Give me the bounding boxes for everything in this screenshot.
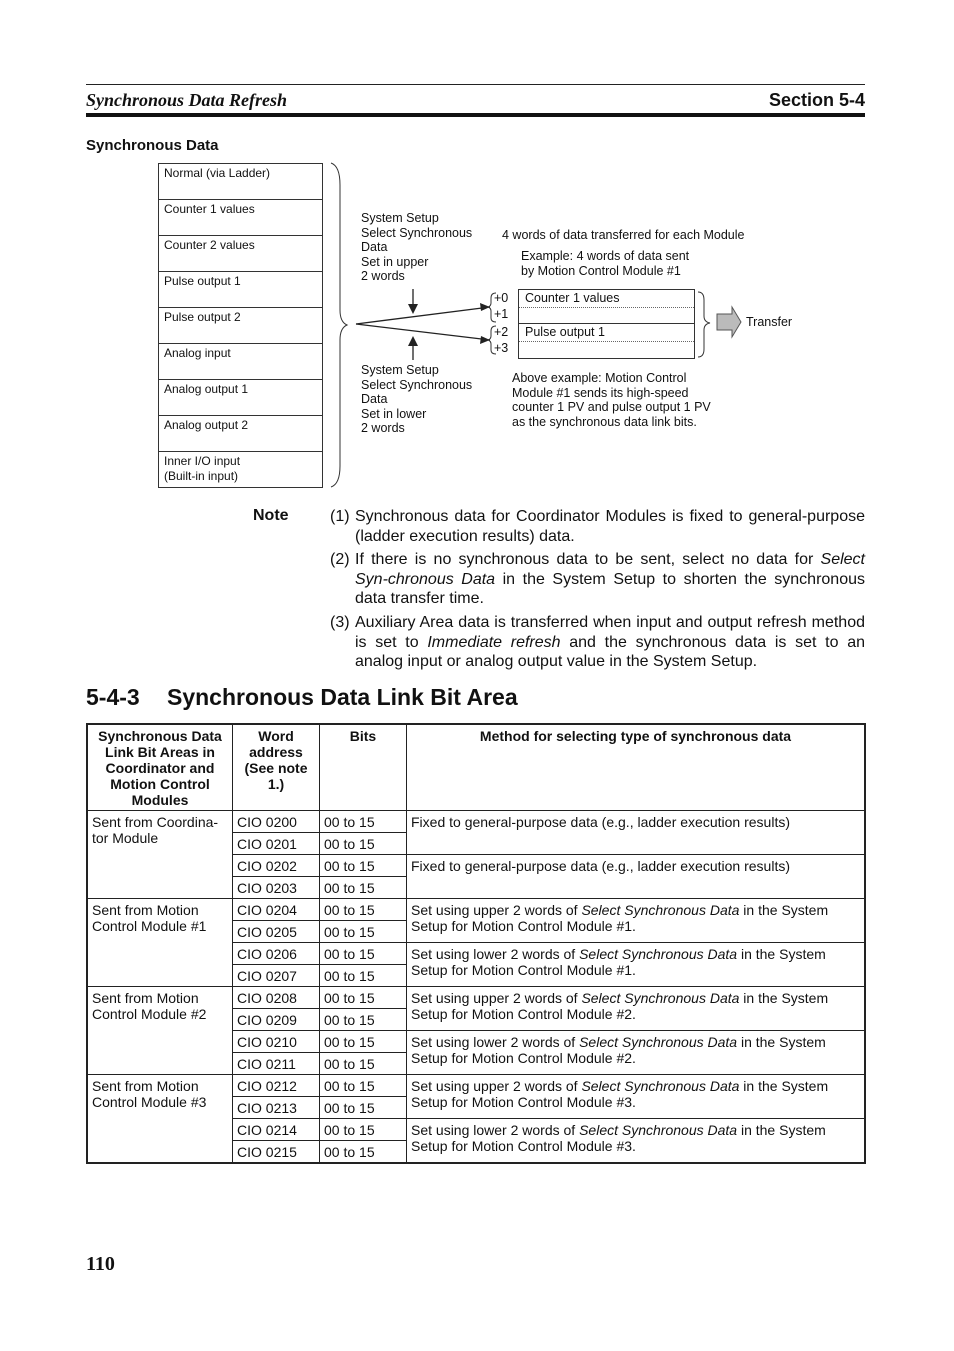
- down-arrow-head: [408, 304, 418, 314]
- bits: 00 to 15: [320, 965, 407, 987]
- bits: 00 to 15: [320, 1097, 407, 1119]
- bits: 00 to 15: [320, 1031, 407, 1053]
- method-cell: Set using upper 2 words of Select Synchronous Data in the System Setup for Motion Control Module #2.: [407, 987, 866, 1031]
- bits: 00 to 15: [320, 833, 407, 855]
- module-row: Pulse output 1: [519, 324, 694, 358]
- bits: 00 to 15: [320, 1009, 407, 1031]
- page-number: 110: [86, 1253, 115, 1275]
- word-address: CIO 0203: [233, 877, 320, 899]
- table-header: Word address (See note 1.): [233, 724, 320, 811]
- words-caption: 4 words of data transferred for each Module: [502, 228, 745, 242]
- note-item: (1) Synchronous data for Coordinator Modules is fixed to general-purpose (ladder execution results) data.: [330, 508, 865, 545]
- upper-line: [356, 307, 490, 324]
- word-address: CIO 0205: [233, 921, 320, 943]
- note-label: Note: [253, 507, 289, 524]
- bits: 00 to 15: [320, 1119, 407, 1141]
- offset-label: +0: [494, 291, 509, 305]
- bits: 00 to 15: [320, 921, 407, 943]
- list-item: Counter 1 values: [159, 200, 322, 236]
- group-label: Sent from Motion Control Module #3: [87, 1075, 233, 1164]
- method-cell: Set using upper 2 words of Select Synchronous Data in the System Setup for Motion Control Module #1.: [407, 899, 866, 943]
- word-address: CIO 0202: [233, 855, 320, 877]
- table-header: Method for selecting type of synchronous data: [407, 724, 866, 811]
- list-item: Pulse output 1: [159, 272, 322, 308]
- method-cell: Fixed to general-purpose data (e.g., ladder execution results): [407, 855, 866, 899]
- bits: 00 to 15: [320, 943, 407, 965]
- method-cell: Set using lower 2 words of Select Synchronous Data in the System Setup for Motion Control Module #2.: [407, 1031, 866, 1075]
- bits: 00 to 15: [320, 877, 407, 899]
- offset-label: +1: [494, 307, 509, 321]
- table-row: [87, 1075, 865, 1097]
- bits: 00 to 15: [320, 1053, 407, 1075]
- word-address: CIO 0214: [233, 1119, 320, 1141]
- bits: 00 to 15: [320, 855, 407, 877]
- lower-line: [356, 324, 490, 340]
- bits: 00 to 15: [320, 1075, 407, 1097]
- list-brace: [331, 163, 347, 487]
- bits: 00 to 15: [320, 811, 407, 833]
- method-cell: Fixed to general-purpose data (e.g., ladder execution results): [407, 811, 866, 855]
- bits: 00 to 15: [320, 987, 407, 1009]
- list-item: Analog output 1: [159, 380, 322, 416]
- word-address: CIO 0201: [233, 833, 320, 855]
- group-label: Sent from Coordina-tor Module: [87, 811, 233, 899]
- section-title: Synchronous Data Link Bit Area: [167, 684, 518, 710]
- lower-setup-caption: System Setup Select Synchronous Data Set in lower 2 words: [361, 363, 473, 435]
- module-row: Counter 1 values: [519, 290, 694, 324]
- word-address: CIO 0211: [233, 1053, 320, 1075]
- running-header-title: Synchronous Data Refresh: [86, 90, 288, 110]
- diagram-lines: [0, 0, 954, 500]
- method-cell: Set using lower 2 words of Select Synchronous Data in the System Setup for Motion Control Module #3.: [407, 1119, 866, 1164]
- word-address: CIO 0206: [233, 943, 320, 965]
- word-address: CIO 0200: [233, 811, 320, 833]
- table-header: Synchronous Data Link Bit Areas in Coordinator and Motion Control Modules: [87, 724, 233, 811]
- note-item: (2) If there is no synchronous data to be sent, select no data for Select Syn-chronous Data in the System Setup to shorten the synchronous data transfer time.: [330, 551, 865, 607]
- running-header-section: Section 5-4: [768, 90, 865, 110]
- module-words-box: [518, 289, 695, 359]
- list-item: Counter 2 values: [159, 236, 322, 272]
- module-brace: [698, 292, 710, 357]
- above-example-caption: Above example: Motion Control Module #1 sends its high-speed counter 1 PV and pulse output 1 PV as the synchronous data link bits.: [512, 371, 711, 429]
- table-body: [87, 811, 865, 1164]
- example-caption: Example: 4 words of data sent by Motion Control Module #1: [521, 249, 690, 278]
- word-address: CIO 0207: [233, 965, 320, 987]
- bits: 00 to 15: [320, 1141, 407, 1164]
- group-label: Sent from Motion Control Module #2: [87, 987, 233, 1075]
- transfer-arrow: [717, 307, 741, 337]
- offset-label: +2: [494, 325, 509, 339]
- list-item: Analog input: [159, 344, 322, 380]
- word-address: CIO 0213: [233, 1097, 320, 1119]
- table-row: [87, 899, 865, 921]
- section-heading: [86, 684, 518, 711]
- upper-setup-caption: System Setup Select Synchronous Data Set in upper 2 words: [361, 211, 473, 283]
- table-header: Bits: [320, 724, 407, 811]
- word-address: CIO 0215: [233, 1141, 320, 1164]
- method-cell: Set using lower 2 words of Select Synchronous Data in the System Setup for Motion Control Module #1.: [407, 943, 866, 987]
- word-address: CIO 0208: [233, 987, 320, 1009]
- section-number: 5-4-3: [86, 684, 140, 710]
- word-address: CIO 0212: [233, 1075, 320, 1097]
- group-label: Sent from Motion Control Module #1: [87, 899, 233, 987]
- table-row: [87, 987, 865, 1009]
- dotted-divider: [519, 341, 694, 342]
- dotted-divider: [519, 307, 694, 308]
- note-item: (3) Auxiliary Area data is transferred when input and output refresh method is set to Immediate refresh and the synchronous data is set to an analog input or analog output value in the System Setup.: [330, 614, 866, 670]
- list-item: Pulse output 2: [159, 308, 322, 344]
- offset-label: +3: [494, 341, 509, 355]
- bits: 00 to 15: [320, 899, 407, 921]
- word-address: CIO 0210: [233, 1031, 320, 1053]
- list-item-inner-io: Inner I/O input (Built-in input): [164, 454, 241, 483]
- link-bit-area-table: [86, 723, 866, 1164]
- up-arrow-head: [408, 336, 418, 346]
- transfer-label: Transfer: [746, 315, 793, 329]
- word-address: CIO 0209: [233, 1009, 320, 1031]
- method-cell: Set using upper 2 words of Select Synchronous Data in the System Setup for Motion Control Module #3.: [407, 1075, 866, 1119]
- list-item: Normal (via Ladder): [159, 164, 322, 200]
- word-address: CIO 0204: [233, 899, 320, 921]
- list-item: Analog output 2: [159, 416, 322, 452]
- table-row: [87, 811, 865, 833]
- subheading: Synchronous Data: [86, 137, 219, 154]
